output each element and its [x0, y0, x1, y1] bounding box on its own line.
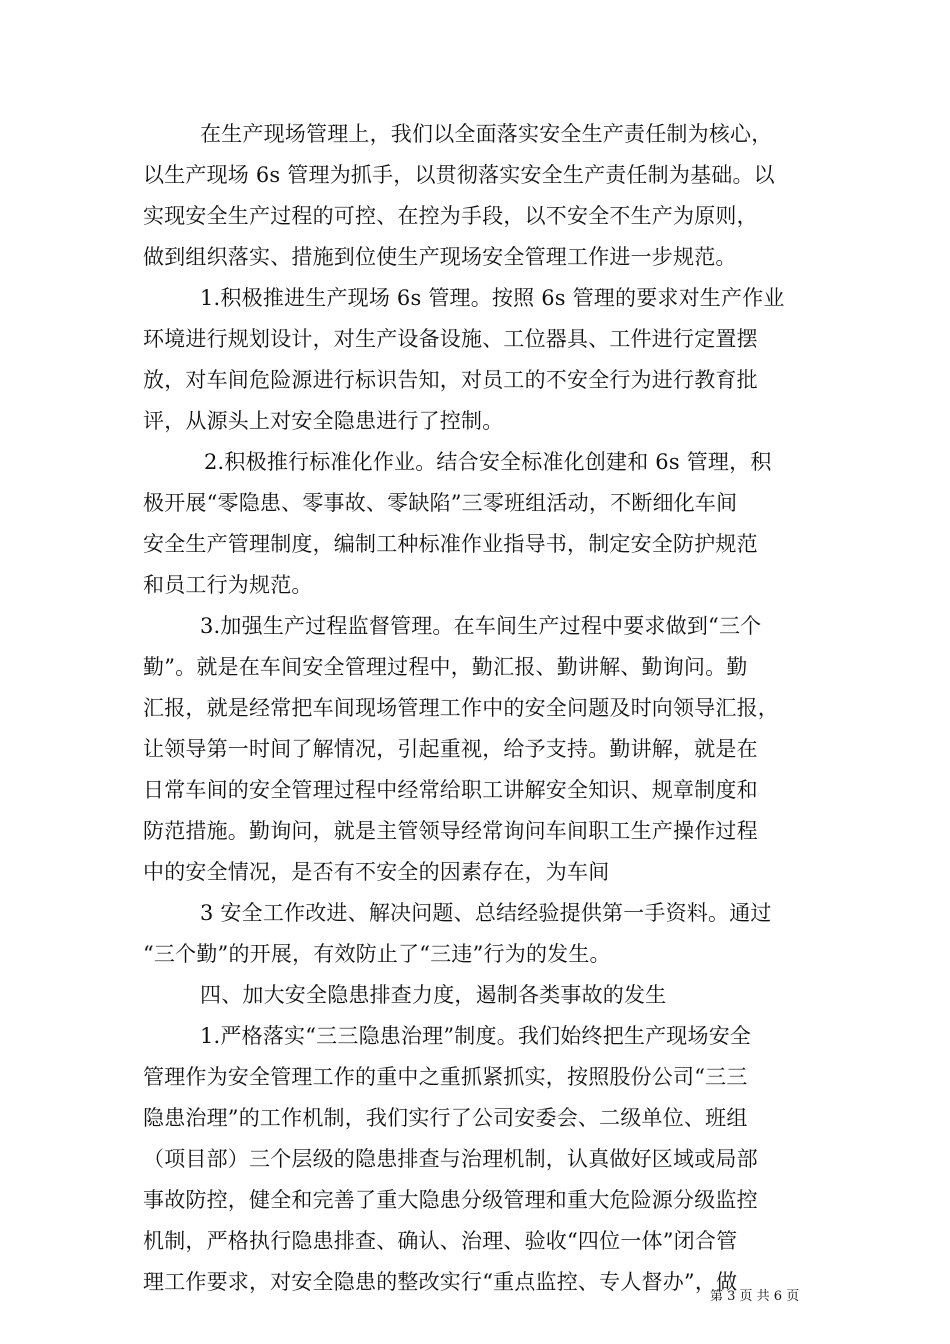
page-number: 第 3 页 共 6 页: [710, 1289, 800, 1304]
paragraph-line: 日常车间的安全管理过程中经常给职工讲解安全知识、规章制度和: [143, 778, 758, 802]
paragraph-line: 隐患治理”的工作机制，我们实行了公司安委会、二级单位、班组: [143, 1106, 748, 1130]
paragraph-line: “三个勤”的开展，有效防止了“三违”行为的发生。: [143, 942, 611, 966]
paragraph-line: 勤”。就是在车间安全管理过程中，勤汇报、勤讲解、勤询问。勤: [143, 655, 748, 679]
paragraph-line: 事故防控，健全和完善了重大隐患分级管理和重大危险源分级监控: [143, 1188, 758, 1212]
paragraph-line: 环境进行规划设计，对生产设备设施、工位器具、工件进行定置摆: [143, 327, 758, 351]
paragraph-line: 2.积极推行标准化作业。结合安全标准化创建和 6s 管理，积: [204, 450, 772, 474]
paragraph-line: 3.加强生产过程监督管理。在车间生产过程中要求做到“三个: [200, 614, 762, 638]
paragraph-line: 在生产现场管理上，我们以全面落实安全生产责任制为核心，: [200, 122, 773, 146]
paragraph-line: 3 安全工作改进、解决问题、总结经验提供第一手资料。通过: [200, 901, 772, 925]
paragraph-line: （项目部）三个层级的隐患排查与治理机制，认真做好区域或局部: [143, 1147, 758, 1171]
paragraph-line: 放，对车间危险源进行标识告知，对员工的不安全行为进行教育批: [143, 368, 758, 392]
paragraph-line: 1.严格落实“三三隐患治理”制度。我们始终把生产现场安全: [200, 1024, 752, 1048]
paragraph-line: 中的安全情况，是否有不安全的因素存在，为车间: [143, 860, 610, 884]
paragraph-line: 实现安全生产过程的可控、在控为手段，以不安全不生产为原则，: [143, 204, 758, 228]
paragraph-line: 1.积极推进生产现场 6s 管理。按照 6s 管理的要求对生产作业: [200, 286, 785, 310]
paragraph-line: 机制，严格执行隐患排查、确认、治理、验收“四位一体”闭合管: [143, 1229, 738, 1253]
paragraph-line: 汇报，就是经常把车间现场管理工作中的安全问题及时向领导汇报，: [143, 696, 779, 720]
paragraph-line: 和员工行为规范。: [143, 573, 313, 597]
paragraph-line: 评，从源头上对安全隐患进行了控制。: [143, 409, 504, 433]
paragraph-line: 管理作为安全管理工作的重中之重抓紧抓实，按照股份公司“三三: [143, 1065, 748, 1089]
paragraph-line: 防范措施。勤询问，就是主管领导经常询问车间职工生产操作过程: [143, 819, 758, 843]
section-heading: 四、加大安全隐患排查力度，遏制各类事故的发生: [200, 983, 667, 1007]
paragraph-line: 极开展“零隐患、零事故、零缺陷”三零班组活动，不断细化车间: [143, 491, 738, 515]
paragraph-line: 安全生产管理制度，编制工种标准作业指导书，制定安全防护规范: [143, 532, 758, 556]
paragraph-line: 以生产现场 6s 管理为抓手，以贯彻落实安全生产责任制为基础。以: [143, 163, 775, 187]
paragraph-line: 理工作要求，对安全隐患的整改实行“重点监控、专人督办”，做: [143, 1270, 738, 1294]
paragraph-line: 让领导第一时间了解情况，引起重视，给予支持。勤讲解，就是在: [143, 737, 758, 761]
paragraph-line: 做到组织落实、措施到位使生产现场安全管理工作进一步规范。: [143, 245, 737, 269]
